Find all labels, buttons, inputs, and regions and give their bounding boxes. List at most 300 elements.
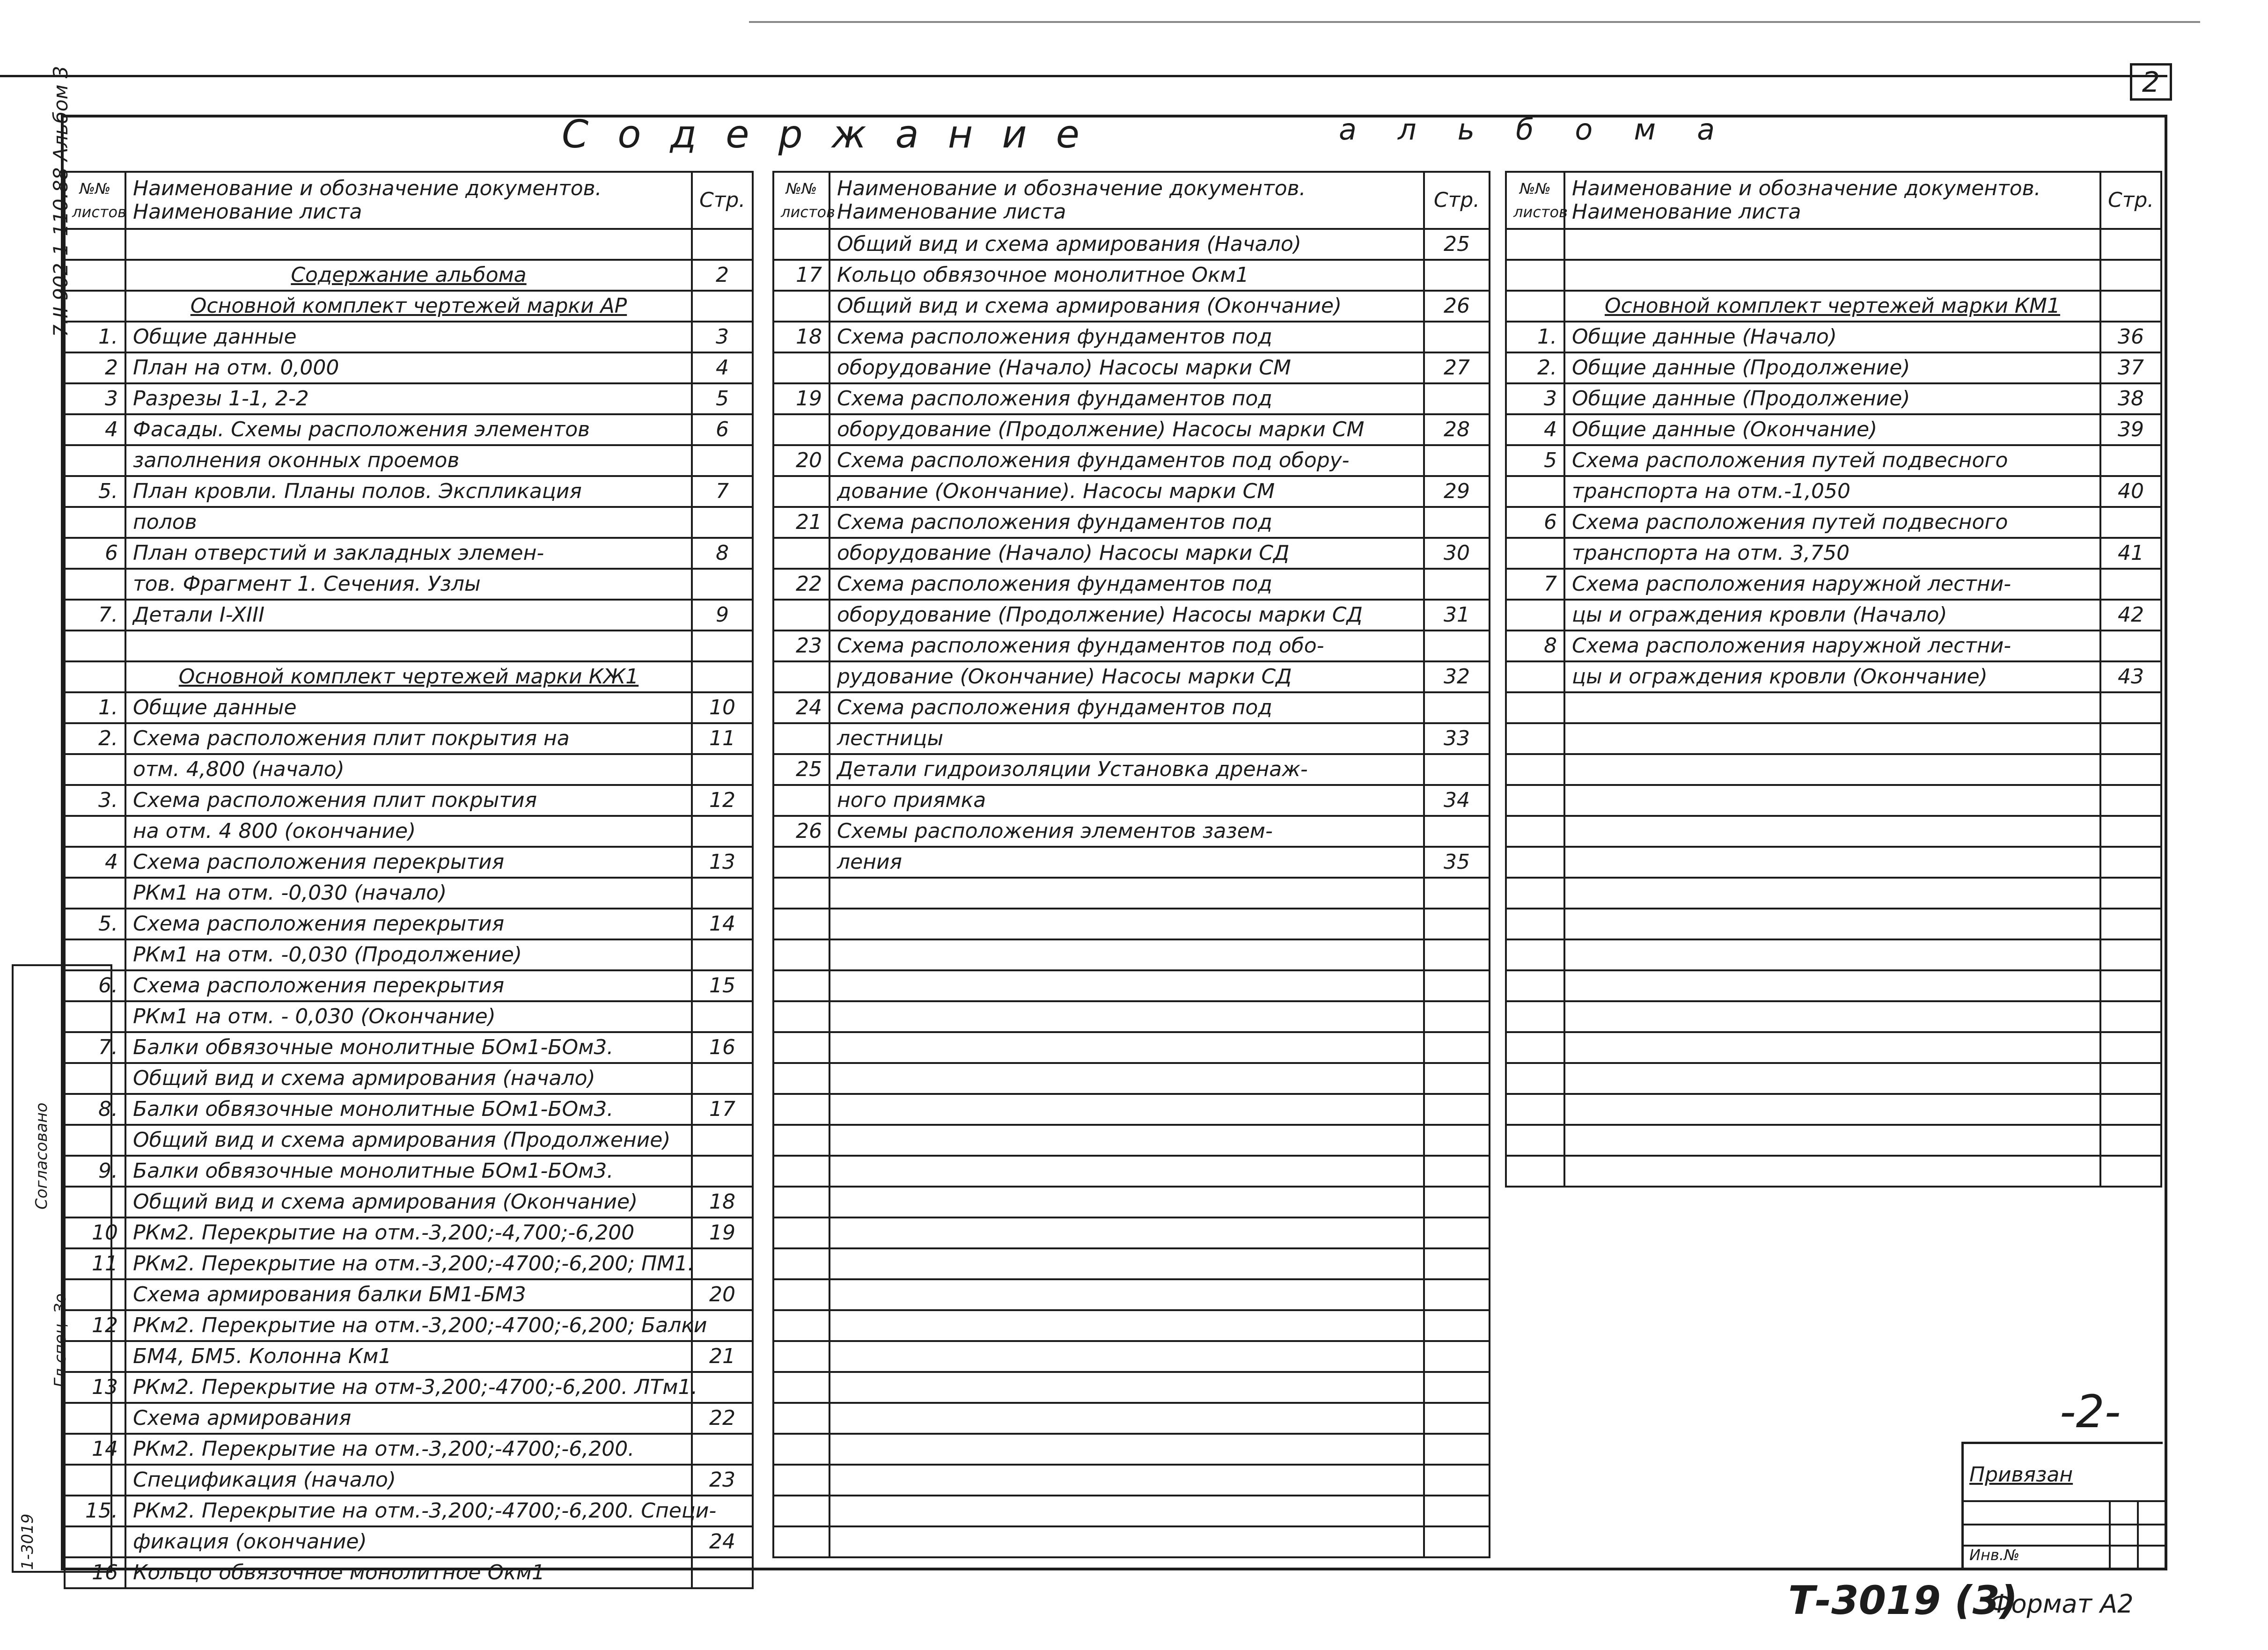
toc-row <box>65 414 753 445</box>
row-number: 6 <box>1506 507 1564 538</box>
row-title: Схема расположения наружной лестни- <box>1564 631 2100 661</box>
row-number <box>773 1434 829 1465</box>
row-title: Схема расположения перекрытия <box>125 847 692 878</box>
header-num: №№ листов <box>65 172 125 229</box>
toc-row <box>65 229 753 260</box>
row-page: 9 <box>692 600 753 631</box>
row-title: Схема расположения фундаментов под обо- <box>829 631 1424 661</box>
row-page: 6 <box>692 414 753 445</box>
toc-row <box>65 1217 753 1248</box>
header-name: Наименование и обозначение документов. Наименование листа <box>1564 172 2100 229</box>
row-page <box>692 291 753 322</box>
row-page <box>2100 507 2161 538</box>
toc-row <box>773 1125 1490 1156</box>
row-page <box>1424 1341 1490 1372</box>
row-page <box>1424 631 1490 661</box>
row-number <box>1506 1063 1564 1094</box>
binding-block <box>1961 1442 2163 1568</box>
row-title <box>1564 909 2100 939</box>
row-page <box>1424 816 1490 847</box>
row-title: полов <box>125 507 692 538</box>
top-scan-line <box>749 21 2200 23</box>
toc-row <box>773 1372 1490 1403</box>
row-title <box>829 1279 1424 1310</box>
row-page <box>692 939 753 970</box>
row-number <box>773 1001 829 1032</box>
toc-row <box>65 1001 753 1032</box>
row-page <box>692 1125 753 1156</box>
row-number <box>1506 476 1564 507</box>
toc-row <box>773 878 1490 909</box>
toc-row <box>65 1403 753 1434</box>
toc-row <box>773 1526 1490 1557</box>
row-number <box>773 1496 829 1526</box>
row-number <box>773 1403 829 1434</box>
row-title <box>1564 1032 2100 1063</box>
row-title: РКм1 на отм. -0,030 (начало) <box>125 878 692 909</box>
toc-row <box>773 260 1490 291</box>
row-number <box>773 785 829 816</box>
row-page <box>692 754 753 785</box>
toc-row <box>1506 754 2161 785</box>
row-number: 6. <box>65 970 125 1001</box>
toc-row <box>65 816 753 847</box>
row-title <box>829 1063 1424 1094</box>
row-title: Общий вид и схема армирования (начало) <box>125 1063 692 1094</box>
row-title: оборудование (Начало) Насосы марки СМ <box>829 352 1424 383</box>
toc-row <box>1506 1125 2161 1156</box>
toc-row <box>773 1465 1490 1496</box>
row-number: 19 <box>773 383 829 414</box>
row-page: 35 <box>1424 847 1490 878</box>
row-number: 23 <box>773 631 829 661</box>
row-number <box>65 569 125 600</box>
row-title: лестницы <box>829 723 1424 754</box>
toc-row <box>773 291 1490 322</box>
section-heading: Основной комплект чертежей марки КЖ1 <box>125 661 692 692</box>
toc-row <box>65 1094 753 1125</box>
toc-row <box>1506 909 2161 939</box>
row-number <box>65 878 125 909</box>
binding-label: Привязан <box>1969 1463 2073 1487</box>
toc-row <box>1506 569 2161 600</box>
row-page <box>2100 692 2161 723</box>
row-title <box>829 939 1424 970</box>
row-title <box>125 631 692 661</box>
row-number <box>1506 1125 1564 1156</box>
toc-row <box>65 600 753 631</box>
binding-line <box>2137 1500 2139 1570</box>
row-number <box>773 1063 829 1094</box>
row-number <box>1506 909 1564 939</box>
row-number <box>65 816 125 847</box>
section-heading: Основной комплект чертежей марки АР <box>125 291 692 322</box>
row-number <box>1506 939 1564 970</box>
row-title: РКм2. Перекрытие на отм-3,200;-4700;-6,200. ЛТм1. <box>125 1372 692 1403</box>
row-number <box>773 1465 829 1496</box>
row-title <box>125 229 692 260</box>
toc-row <box>773 939 1490 970</box>
row-number: 8 <box>1506 631 1564 661</box>
row-title: Схема расположения плит покрытия на <box>125 723 692 754</box>
sheet-number: 2 <box>2130 63 2172 101</box>
row-number: 12 <box>65 1310 125 1341</box>
row-title <box>1564 260 2100 291</box>
row-title: отм. 4,800 (начало) <box>125 754 692 785</box>
toc-row <box>65 569 753 600</box>
toc-row <box>65 939 753 970</box>
row-page: 8 <box>692 538 753 569</box>
top-border-line <box>0 75 2167 77</box>
toc-row <box>65 1310 753 1341</box>
row-title <box>1564 939 2100 970</box>
row-title: Общие данные (Окончание) <box>1564 414 2100 445</box>
row-title: РКм2. Перекрытие на отм.-3,200;-4700;-6,200; Балки <box>125 1310 692 1341</box>
toc-table-2 <box>772 171 1490 1558</box>
toc-header-row <box>1506 172 2161 229</box>
row-page <box>1424 507 1490 538</box>
toc-row <box>1506 538 2161 569</box>
row-title <box>829 1125 1424 1156</box>
toc-row <box>773 1217 1490 1248</box>
toc-row <box>1506 322 2161 352</box>
toc-row <box>65 661 753 692</box>
toc-row <box>65 909 753 939</box>
row-number <box>773 1125 829 1156</box>
toc-row <box>773 1279 1490 1310</box>
row-number <box>773 661 829 692</box>
row-title: ления <box>829 847 1424 878</box>
row-page <box>2100 631 2161 661</box>
row-title: Общий вид и схема армирования (Окончание) <box>125 1187 692 1217</box>
toc-row <box>1506 1063 2161 1094</box>
toc-row <box>65 878 753 909</box>
row-number <box>1506 692 1564 723</box>
row-number: 7. <box>65 1032 125 1063</box>
row-page <box>1424 909 1490 939</box>
row-page <box>692 1001 753 1032</box>
row-page: 31 <box>1424 600 1490 631</box>
row-page <box>1424 1125 1490 1156</box>
row-number <box>773 1032 829 1063</box>
row-number <box>1506 1094 1564 1125</box>
binding-line <box>2109 1500 2111 1570</box>
toc-row <box>773 1001 1490 1032</box>
row-page: 41 <box>2100 538 2161 569</box>
row-number <box>773 970 829 1001</box>
toc-row <box>773 1248 1490 1279</box>
row-number <box>65 661 125 692</box>
row-title: Схема расположения фундаментов под <box>829 383 1424 414</box>
stamp-text: Согласовано <box>32 1102 51 1210</box>
page-title-suffix: альбома <box>1339 112 1756 147</box>
row-title: Схема расположения наружной лестни- <box>1564 569 2100 600</box>
row-page <box>2100 1094 2161 1125</box>
row-title: Схемы расположения элементов зазем- <box>829 816 1424 847</box>
toc-row <box>65 1434 753 1465</box>
row-number: 24 <box>773 692 829 723</box>
toc-row <box>65 1063 753 1094</box>
stamp-text: 1-3019 <box>18 1513 37 1570</box>
row-page <box>2100 878 2161 909</box>
row-title: оборудование (Продолжение) Насосы марки СД <box>829 600 1424 631</box>
header-name: Наименование и обозначение документов. Наименование листа <box>829 172 1424 229</box>
row-page: 15 <box>692 970 753 1001</box>
row-title: Разрезы 1-1, 2-2 <box>125 383 692 414</box>
row-title: Балки обвязочные монолитные БОм1-БОм3. <box>125 1094 692 1125</box>
row-title: Кольцо обвязочное монолитное Окм1 <box>125 1557 692 1588</box>
row-page: 30 <box>1424 538 1490 569</box>
toc-row <box>773 507 1490 538</box>
row-title: транспорта на отм.-1,050 <box>1564 476 2100 507</box>
row-number: 9. <box>65 1156 125 1187</box>
row-page <box>1424 1496 1490 1526</box>
toc-row <box>773 352 1490 383</box>
row-number: 2. <box>1506 352 1564 383</box>
row-number: 5 <box>1506 445 1564 476</box>
header-page: Стр. <box>692 172 753 229</box>
row-page: 16 <box>692 1032 753 1063</box>
toc-row <box>65 1156 753 1187</box>
row-number <box>65 631 125 661</box>
row-number <box>65 291 125 322</box>
toc-row <box>1506 383 2161 414</box>
row-title <box>829 1187 1424 1217</box>
binding-line <box>1964 1500 2165 1502</box>
row-title: Схема армирования балки БМ1-БМ3 <box>125 1279 692 1310</box>
row-number <box>65 507 125 538</box>
toc-row <box>773 414 1490 445</box>
document-number: Т-3019 (3) <box>1788 1577 2018 1623</box>
row-number <box>1506 878 1564 909</box>
row-number <box>773 1248 829 1279</box>
toc-row <box>1506 785 2161 816</box>
row-title <box>829 1465 1424 1496</box>
row-number: 8. <box>65 1094 125 1125</box>
row-page <box>1424 322 1490 352</box>
row-page <box>2100 1063 2161 1094</box>
row-title: Схема расположения фундаментов под <box>829 322 1424 352</box>
row-title: Схема расположения фундаментов под <box>829 569 1424 600</box>
row-title: РКм1 на отм. -0,030 (Продолжение) <box>125 939 692 970</box>
toc-row <box>773 1434 1490 1465</box>
toc-row <box>773 1063 1490 1094</box>
header-num: №№ листов <box>1506 172 1564 229</box>
toc-row <box>65 260 753 291</box>
row-page <box>1424 260 1490 291</box>
toc-header-row <box>773 172 1490 229</box>
page-title: Содержание <box>562 112 1109 157</box>
toc-row <box>773 1341 1490 1372</box>
row-number <box>773 1156 829 1187</box>
row-title: оборудование (Продолжение) Насосы марки СМ <box>829 414 1424 445</box>
toc-row <box>65 1187 753 1217</box>
row-page: 13 <box>692 847 753 878</box>
row-number <box>1506 600 1564 631</box>
row-number: 3 <box>1506 383 1564 414</box>
row-title: Схема армирования <box>125 1403 692 1434</box>
toc-row <box>773 847 1490 878</box>
toc-row <box>65 352 753 383</box>
row-page: 4 <box>692 352 753 383</box>
header-page: Стр. <box>2100 172 2161 229</box>
binding-line <box>1964 1524 2165 1525</box>
toc-row <box>1506 291 2161 322</box>
row-number: 15. <box>65 1496 125 1526</box>
row-title: План на отм. 0,000 <box>125 352 692 383</box>
row-number <box>1506 847 1564 878</box>
row-number <box>1506 723 1564 754</box>
toc-table-1 <box>64 171 754 1589</box>
row-page: 43 <box>2100 661 2161 692</box>
toc-row <box>773 229 1490 260</box>
row-title <box>1564 229 2100 260</box>
row-page <box>2100 970 2161 1001</box>
row-page <box>1424 1217 1490 1248</box>
row-page <box>2100 816 2161 847</box>
row-number <box>773 229 829 260</box>
row-title <box>1564 785 2100 816</box>
row-number <box>773 291 829 322</box>
row-title: заполнения оконных проемов <box>125 445 692 476</box>
row-title: РКм2. Перекрытие на отм.-3,200;-4700;-6,200. Специ- <box>125 1496 692 1526</box>
row-number: 26 <box>773 816 829 847</box>
row-title: БМ4, БМ5. Колонна Км1 <box>125 1341 692 1372</box>
row-page: 22 <box>692 1403 753 1434</box>
row-page <box>1424 569 1490 600</box>
row-number <box>773 1372 829 1403</box>
row-title: РКм1 на отм. - 0,030 (Окончание) <box>125 1001 692 1032</box>
row-number: 3. <box>65 785 125 816</box>
toc-row <box>1506 445 2161 476</box>
toc-row <box>1506 723 2161 754</box>
row-page: 42 <box>2100 600 2161 631</box>
toc-row <box>65 1341 753 1372</box>
row-title: Спецификация (начало) <box>125 1465 692 1496</box>
section-heading: Содержание альбома <box>125 260 692 291</box>
toc-row <box>773 909 1490 939</box>
toc-row <box>65 1248 753 1279</box>
row-title: Общий вид и схема армирования (Окончание) <box>829 291 1424 322</box>
row-number <box>1506 1001 1564 1032</box>
row-title <box>829 1094 1424 1125</box>
row-title <box>829 1217 1424 1248</box>
toc-row <box>773 631 1490 661</box>
row-page <box>2100 1001 2161 1032</box>
row-page <box>692 878 753 909</box>
row-title: Схема расположения фундаментов под обору- <box>829 445 1424 476</box>
row-page <box>2100 723 2161 754</box>
toc-row <box>773 754 1490 785</box>
row-title: Общие данные <box>125 322 692 352</box>
row-number: 11 <box>65 1248 125 1279</box>
row-page <box>1424 970 1490 1001</box>
toc-row <box>65 1032 753 1063</box>
row-number: 6 <box>65 538 125 569</box>
row-title <box>829 1310 1424 1341</box>
row-page: 2 <box>692 260 753 291</box>
toc-row <box>65 1125 753 1156</box>
toc-row <box>773 661 1490 692</box>
row-number: 22 <box>773 569 829 600</box>
toc-row <box>773 692 1490 723</box>
row-page <box>2100 1032 2161 1063</box>
row-number: 2. <box>65 723 125 754</box>
row-title: Схема расположения путей подвесного <box>1564 445 2100 476</box>
row-title: Детали гидроизоляции Установка дренаж- <box>829 754 1424 785</box>
row-page <box>1424 1403 1490 1434</box>
header-num: №№ листов <box>773 172 829 229</box>
toc-row <box>65 1372 753 1403</box>
toc-row <box>1506 970 2161 1001</box>
row-number <box>1506 816 1564 847</box>
row-number: 3 <box>65 383 125 414</box>
row-number: 10 <box>65 1217 125 1248</box>
row-page: 38 <box>2100 383 2161 414</box>
toc-row <box>65 723 753 754</box>
row-page <box>1424 1279 1490 1310</box>
row-number: 21 <box>773 507 829 538</box>
row-number: 4 <box>65 847 125 878</box>
row-title <box>829 1372 1424 1403</box>
toc-row <box>1506 352 2161 383</box>
row-number <box>773 600 829 631</box>
toc-row <box>773 538 1490 569</box>
row-page: 32 <box>1424 661 1490 692</box>
row-title: рудование (Окончание) Насосы марки СД <box>829 661 1424 692</box>
row-page <box>692 1156 753 1187</box>
row-page <box>2100 847 2161 878</box>
row-page <box>1424 1434 1490 1465</box>
row-number <box>1506 785 1564 816</box>
side-label: 7.II 902-1-110.88 Альбом 3 <box>49 66 72 337</box>
row-page <box>692 445 753 476</box>
row-page <box>2100 785 2161 816</box>
toc-row <box>65 847 753 878</box>
row-title: РКм2. Перекрытие на отм.-3,200;-4,700;-6,200 <box>125 1217 692 1248</box>
row-number: 1. <box>65 322 125 352</box>
row-page <box>692 816 753 847</box>
row-title: тов. Фрагмент 1. Сечения. Узлы <box>125 569 692 600</box>
row-title: Общие данные (Продолжение) <box>1564 352 2100 383</box>
toc-row <box>65 507 753 538</box>
stamp-text: Гл.спец. Зо <box>51 1293 70 1387</box>
toc-row <box>1506 816 2161 847</box>
row-title <box>829 1526 1424 1557</box>
row-title <box>829 1156 1424 1187</box>
row-number <box>773 1094 829 1125</box>
row-number: 7 <box>1506 569 1564 600</box>
toc-row <box>773 1032 1490 1063</box>
row-number: 18 <box>773 322 829 352</box>
row-number <box>773 476 829 507</box>
row-number <box>773 1341 829 1372</box>
row-page: 3 <box>692 322 753 352</box>
toc-row <box>65 383 753 414</box>
row-title <box>1564 723 2100 754</box>
row-number <box>773 723 829 754</box>
row-title <box>1564 1001 2100 1032</box>
toc-row <box>773 322 1490 352</box>
row-number <box>1506 970 1564 1001</box>
row-page: 29 <box>1424 476 1490 507</box>
row-title: РКм2. Перекрытие на отм.-3,200;-4700;-6,200; ПМ1. <box>125 1248 692 1279</box>
toc-row <box>65 538 753 569</box>
row-title: фикация (окончание) <box>125 1526 692 1557</box>
toc-row <box>773 1187 1490 1217</box>
row-page <box>2100 909 2161 939</box>
row-title <box>829 909 1424 939</box>
